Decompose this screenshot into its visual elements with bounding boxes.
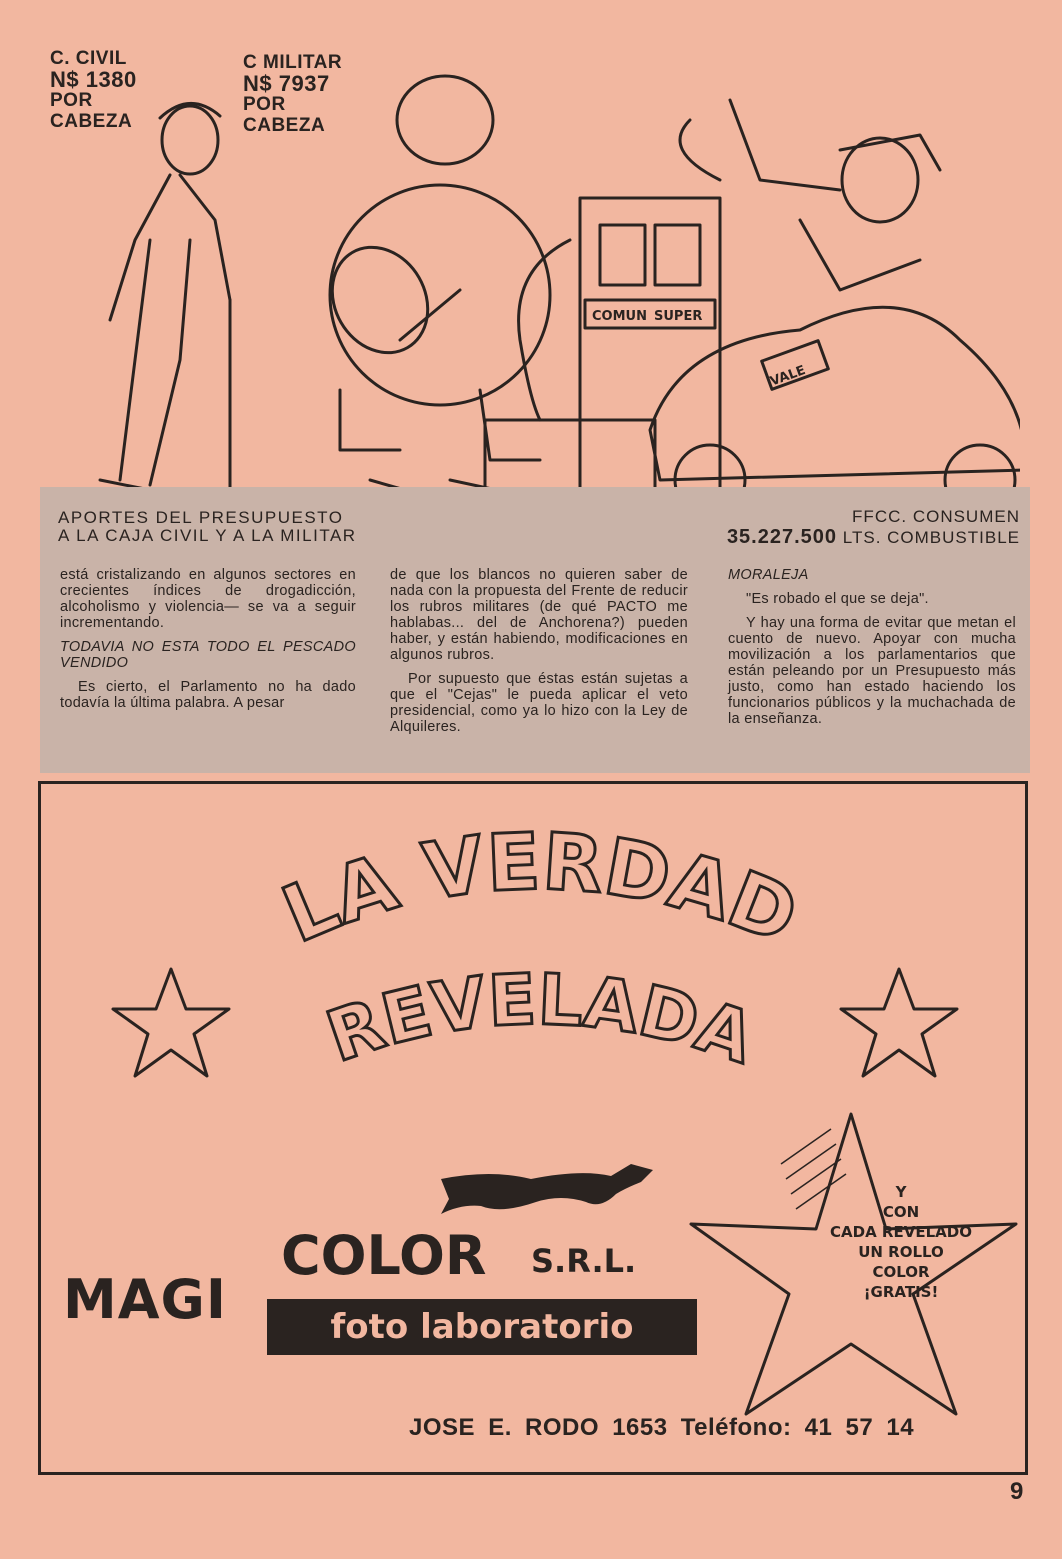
ad-artwork <box>41 784 1025 1472</box>
star-line-1: Y <box>895 1183 907 1201</box>
banner-line-2: REVELADA <box>316 958 764 1080</box>
vale-label: VALE <box>768 363 808 390</box>
pump-super-label: SUPER <box>654 309 703 324</box>
star-line-6: ¡GRATIS! <box>863 1283 939 1301</box>
greyhound-icon <box>441 1164 653 1214</box>
civil-label: C. CIVIL <box>50 48 127 69</box>
page-number: 9 <box>1010 1478 1024 1505</box>
col1-paragraph-2: Es cierto, el Parlamento no ha dado todavía la última palabra. A pesar <box>60 679 356 711</box>
band-left-title-line-2: A LA CAJA CIVIL Y A LA MILITAR <box>58 526 357 545</box>
col2-paragraph-1: de que los blancos no quieren saber de nada con la propuesta del Frente de reducir los rubros militares (de qué PACTO me hablabas... del de Anchorena?) pueden haber, y están habiendo, modificaciones en algunos rubros. <box>390 567 688 663</box>
col3-paragraph-1: "Es robado el que se deja". <box>746 591 929 607</box>
col3-paragraph-2: Y hay una forma de evitar que metan el cuento de nuevo. Apoyar con mucha movilización a los parlamentarios que están peleando por un Presupuesto más justo, como han estado haciendo los funcionarios públicos y la muchachada de la enseñanza. <box>728 615 1016 727</box>
col1-heading: TODAVIA NO ESTA TODO EL PESCADO VENDIDO <box>60 639 356 671</box>
militar-per-1: POR <box>243 94 286 115</box>
magicolor-advertisement <box>38 781 1028 1475</box>
civil-per-2: CABEZA <box>50 111 133 132</box>
col3-heading: MORALEJA <box>728 567 809 583</box>
militar-label: C MILITAR <box>243 52 343 73</box>
militar-per-2: CABEZA <box>243 115 326 136</box>
promo-star-text <box>801 1182 1001 1302</box>
civil-per-1: POR <box>50 90 93 111</box>
ad-address-line <box>409 1414 914 1442</box>
cartoon-drawing <box>40 40 1020 530</box>
band-right-title-line-1: FFCC. CONSUMEN <box>852 507 1020 526</box>
band-right-title-line-2: LTS. COMBUSTIBLE <box>842 528 1020 547</box>
article-column-3 <box>728 567 1016 735</box>
col2-paragraph-2: Por supuesto que éstas están sujetas a que el "Cejas" le pueda aplicar el veto presidencial, como ya lo hizo con la Ley de Alquileres. <box>390 671 688 735</box>
star-line-5: COLOR <box>872 1263 930 1281</box>
right-star-icon <box>841 969 957 1076</box>
left-star-icon <box>113 969 229 1076</box>
pump-common-label: COMUN <box>592 309 647 324</box>
cartoon-illustration <box>40 40 1020 530</box>
ad-address: JOSE E. RODO 1653 <box>409 1414 668 1441</box>
article-column-2 <box>390 567 688 743</box>
civil-amount: N$ 1380 <box>50 67 137 92</box>
col1-paragraph-1: está cristalizando en algunos sectores en crecientes índices de drogadicción, alcoholismo y violencia— se va a seguir incrementando. <box>60 567 356 631</box>
brand-color: COLOR <box>281 1224 487 1287</box>
fuel-liters-number: 35.227.500 <box>726 526 838 548</box>
banner-line-1: LA VERDAD <box>270 817 810 963</box>
star-line-3: CADA REVELADO <box>830 1223 972 1241</box>
article-band <box>40 487 1030 773</box>
brand-magi: MAGI <box>63 1268 227 1331</box>
civil-cost-label <box>50 48 137 132</box>
brand-tagline: foto laboratorio <box>267 1299 697 1355</box>
article-column-1 <box>60 567 356 719</box>
old-man-figure <box>100 103 230 500</box>
fat-man-figure <box>314 76 550 500</box>
band-left-title-line-1: APORTES DEL PRESUPUESTO <box>58 508 344 527</box>
band-title-right <box>727 507 1020 548</box>
star-line-4: UN ROLLO <box>858 1243 944 1261</box>
band-title-left <box>58 509 357 545</box>
ad-phone: 41 57 14 <box>804 1414 915 1441</box>
militar-cost-label <box>243 52 342 136</box>
ad-phone-label: Teléfono: <box>680 1414 792 1441</box>
militar-amount: N$ 7937 <box>243 71 330 96</box>
brand-srl: S.R.L. <box>531 1242 637 1280</box>
car-with-officer <box>650 100 1020 515</box>
star-line-2: CON <box>882 1203 920 1221</box>
